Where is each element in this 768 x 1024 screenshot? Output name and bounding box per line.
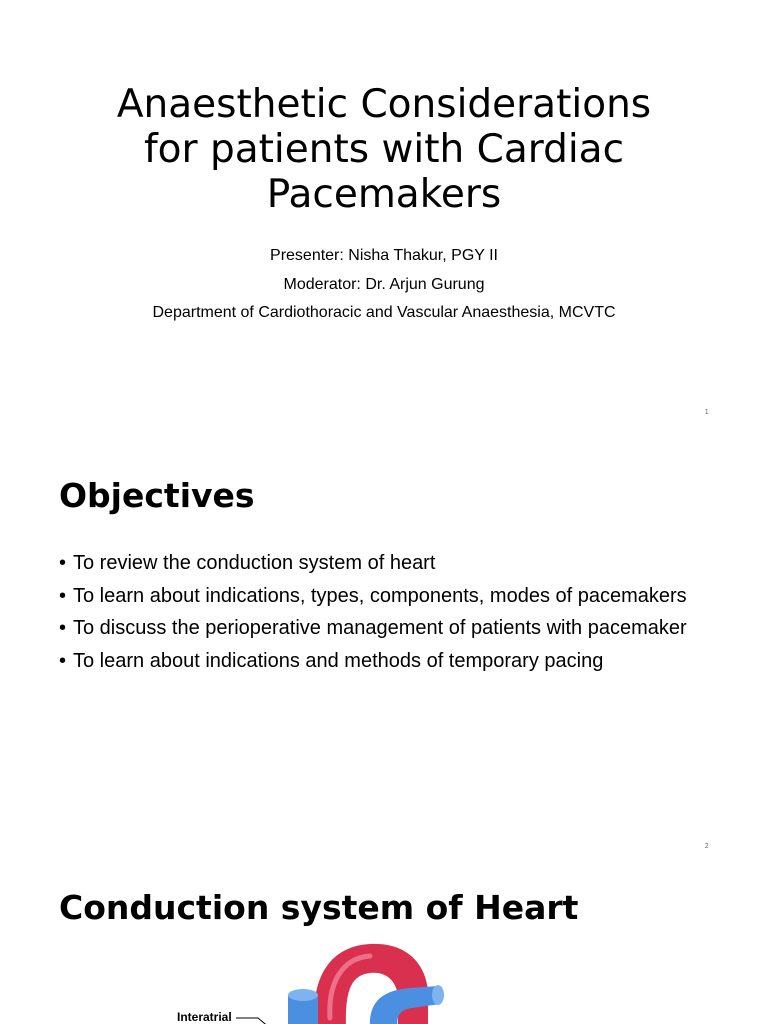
slide-page-number: 1	[704, 408, 709, 416]
slide-page-number: 2	[704, 842, 709, 850]
presenter-line: Presenter: Nisha Thakur, PGY II	[270, 247, 498, 264]
bullet-marker: •	[59, 617, 67, 639]
department-line: Department of Cardiothoracic and Vascular Anaesthesia, MCVTC	[152, 304, 616, 321]
slide-heading: Conduction system of Heart	[59, 888, 579, 927]
pulmonary-vessel-end	[432, 985, 444, 1005]
bullet-text: To review the conduction system of heart	[73, 552, 436, 574]
title-slide	[0, 0, 768, 430]
list-item	[59, 645, 687, 678]
slide-heading: Objectives	[59, 476, 255, 515]
moderator-line: Moderator: Dr. Arjun Gurung	[283, 276, 485, 293]
bullet-text: To discuss the perioperative management of patients with pacemaker	[73, 617, 687, 639]
vena-cava-top	[288, 989, 318, 1001]
list-item	[59, 580, 687, 613]
conduction-system-slide	[0, 860, 768, 1024]
presentation-title: Anaesthetic Considerations for patients with Cardiac Pacemakers	[116, 82, 652, 217]
bullet-text: To learn about indications and methods of temporary pacing	[73, 649, 604, 672]
label-leader	[236, 1018, 270, 1024]
bullet-marker: •	[59, 552, 67, 574]
figure-label: Interatrial	[177, 1010, 232, 1024]
bullet-marker: •	[59, 584, 67, 607]
bullet-text: To learn about indications, types, components, modes of pacemakers	[73, 584, 687, 607]
list-item	[59, 612, 687, 645]
objectives-list	[59, 547, 687, 677]
bullet-marker: •	[59, 649, 67, 672]
objectives-slide	[0, 434, 768, 856]
list-item	[59, 547, 687, 580]
